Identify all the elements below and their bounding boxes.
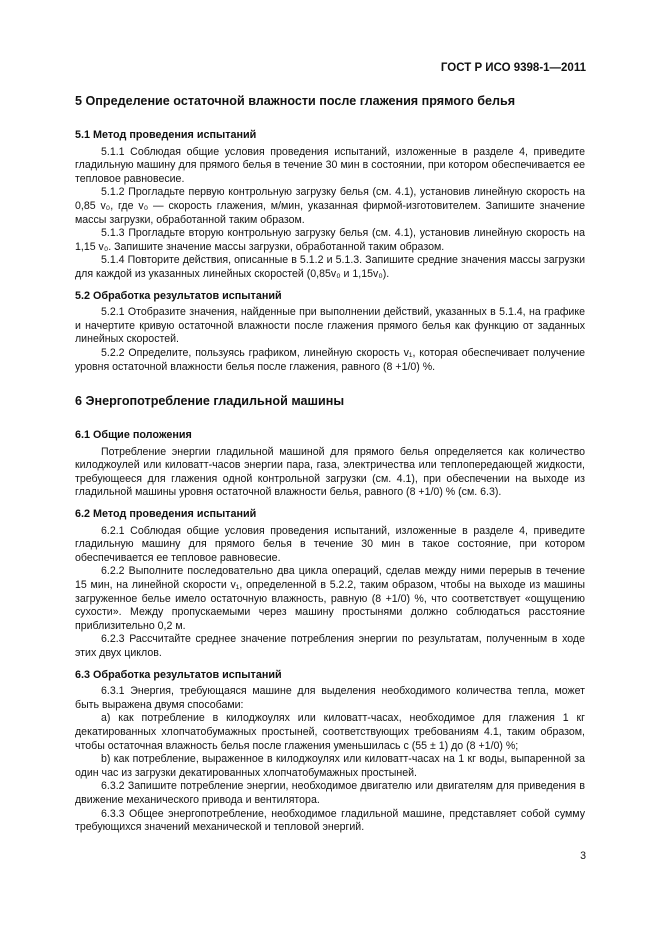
page-body [75,94,585,835]
paragraph-6-3-1-b: b) как потребление, выраженное в килоджоулях или киловатт-часах на 1 кг воды, выпаренной за один час из загрузки декатированных хлопчатобумажных простыней. [75,753,585,779]
paragraph-5-2-2: 5.2.2 Определите, пользуясь графиком, линейную скорость v₁, которая обеспечивает получение уровня остаточной влажности белья после глажения, равного (8 +1/0) %. [75,346,585,373]
paragraph-6-1: Потребление энергии гладильной машиной для прямого белья определяется как количество килоджоулей или киловатт-часов энергии пара, газа, электричества или теплопередающей жидкости, требующееся для глажения одной контрольной загрузки (см. 4.1), при обеспечении на выходе из гладильной машины уровня остаточной влажности белья, равного (8 +1/0) % (см. 6.3). [75,445,585,499]
paragraph-6-3-1: 6.3.1 Энергия, требующаяся машине для выделения необходимого количества тепла, может быть выражена двумя способами: [75,685,585,711]
page-number: 3 [580,850,586,862]
paragraph-6-2-1: 6.2.1 Соблюдая общие условия проведения испытаний, изложенные в разделе 4, приведите гладильную машину для прямого белья в течение 30 мин в такое состояние, при котором обеспечивается ее тепловое равновесие. [75,524,585,564]
standard-code: ГОСТ Р ИСО 9398-1—2011 [440,62,586,74]
subsection-6-1-title: 6.1 Общие положения [75,429,192,442]
subsection-6-3-title: 6.3 Обработка результатов испытаний [75,668,282,681]
paragraph-6-3-2: 6.3.2 Запишите потребление энергии, необходимое двигателю или двигателям для приведения в движение механического привода и вентилятора. [75,780,585,806]
subsection-5-1-title: 5.1 Метод проведения испытаний [75,129,257,141]
paragraph-6-3-3: 6.3.3 Общее энергопотребление, необходимое гладильной машине, представляет собой сумму требующихся значений механической и тепловой энергий. [75,807,585,834]
subsection-5-2-title: 5.2 Обработка результатов испытаний [75,289,282,302]
paragraph-6-2-2: 6.2.2 Выполните последовательно два цикла операций, сделав между ними перерыв в течение 15 мин, на линейной скорости v₁, определенной в 5.2.2, таким образом, чтобы на выходе из машины загруженное белье имело остаточную влажность, равную (8 +1/0) %, что соответствует «ощущению сухости». Между пропускаемыми через машину простынями должно соблюдаться расстояние приблизительно 0,2 м. [75,565,585,632]
paragraph-5-1-2: 5.1.2 Прогладьте первую контрольную загрузку белья (см. 4.1), установив линейную скорость на 0,85 v₀, где v₀ — скорость глажения, м/мин, указанная фирмой-изготовителем. Запишите значение массы загрузки, обработанной таким образом. [75,186,585,226]
paragraph-6-2-3: 6.2.3 Рассчитайте среднее значение потребления энергии по результатам, полученным в ходе этих двух циклов. [75,633,585,659]
paragraph-5-2-1: 5.2.1 Отобразите значения, найденные при выполнении действий, указанных в 5.1.4, на графике и начертите кривую остаточной влажности после глажения прямого белья как функцию от заданных линейных скоростей. [75,306,585,346]
section-6-title: 6 Энергопотребление гладильной машины [75,394,345,409]
section-5-title: 5 Определение остаточной влажности после глажения прямого белья [75,94,516,108]
paragraph-5-1-4: 5.1.4 Повторите действия, описанные в 5.1.2 и 5.1.3. Запишите средние значения массы загрузки для каждой из указанных линейных скоростей (0,85v₀ и 1,15v₀). [75,254,585,280]
paragraph-5-1-3: 5.1.3 Прогладьте вторую контрольную загрузку белья (см. 4.1), установив линейную скорость на 1,15 v₀. Запишите значение массы загрузки, обработанной таким образом. [75,227,585,253]
subsection-6-2-title: 6.2 Метод проведения испытаний [75,508,257,521]
paragraph-5-1-1: 5.1.1 Соблюдая общие условия проведения испытаний, изложенные в разделе 4, приведите гладильную машину для прямого белья в течение 30 мин в состоянии, при котором обеспечивается ее тепловое равновесие. [75,145,585,185]
paragraph-6-3-1-a: а) как потребление в килоджоулях или киловатт-часах, необходимое для глажения 1 кг декатированных хлопчатобумажных простыней, соответствующих требованиям 4.1, таким образом, чтобы остаточная влажность белья после глажения уменьшилась с (55 ± 1) до (8 +1/0) %; [75,712,585,752]
